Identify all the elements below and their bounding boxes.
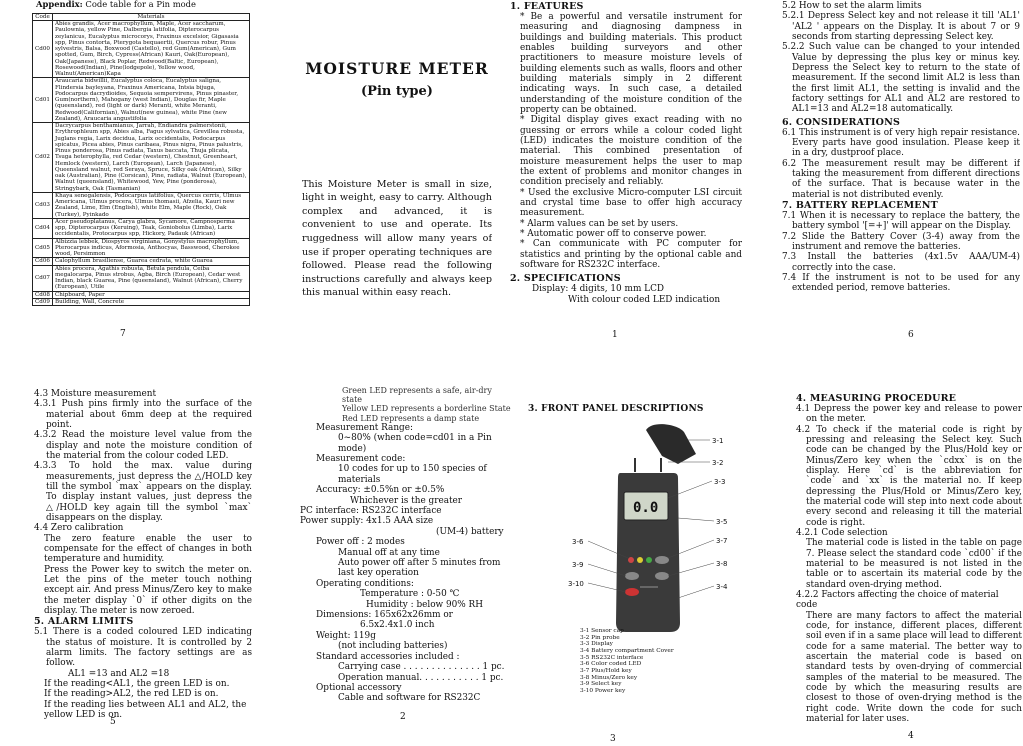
led-red [628, 557, 634, 563]
legend-item: 3-9 Select key [580, 681, 622, 688]
text-line: 4.2.2 Factors affecting the choice of material code [796, 589, 999, 611]
text-line: 6.5x2.4x1.0 inch [360, 620, 435, 631]
text-line: 4.3.3 To hold the max. value during measurements, just depress the △/HOLD key till the symbol `max` appears on the display. To display instant values, just depress the △/HOLD key again till the symbol `max` disappears on the display. [34, 461, 252, 523]
page-6-considerations [782, 1, 1020, 331]
page-number: 7 [120, 329, 126, 339]
legend-item: 3-1 Sensor cap [580, 628, 624, 634]
text-line: 6.2 The measurement result may be different if taking the measurement from different directions of the surface. That is because water in the material is not distributed evenly. [782, 158, 1020, 200]
text-line: The zero feature enable the user to compensate for the effect of changes in both temperature and humidity. [44, 533, 252, 565]
legend-item: 3-6 Color coded LED [580, 661, 642, 668]
table-row: Cd07 Abies procera, Agathis robusta, Betula pendula, Ceiba megalocarpa, Pinus strobus, Agba, Birch (European), Cedar west Indian, black Guarea, Pine (queensland), Walnut (African), Cherry (European), Utile [33, 265, 250, 291]
legend-item: 3-7 Plus/Hold key [580, 667, 632, 674]
minus-zero-key-shape [655, 572, 669, 580]
text-line: 4.1 Depress the power key and release to power on the meter. [796, 404, 1022, 425]
material-code-table [32, 13, 250, 306]
cover-title: MOISTURE METER [305, 60, 489, 78]
page-3-front-panel [528, 404, 758, 746]
text-line: PC interface: RS232C interface [300, 506, 442, 516]
text-line: Measurement code: [316, 453, 406, 464]
considerations-heading: 6. CONSIDERATIONS [782, 116, 901, 128]
callout-3-7: 3-7 [716, 537, 728, 545]
text-line: 4.2 To check if the material code is right by pressing and releasing the Select key. Such code can be changed by the Plus/Hold key or Minus/Zero key when the `cdxx` is on the display. Here `cd` is the abbreviation for `code` and `xx` is the material no. If keep depressing the Plus/Hold or Minus/Zero key, the material code will step into next code about every second and releasing it till the material code is right. [796, 424, 1022, 528]
text-line: Standard accessories included : [316, 651, 460, 662]
select-key-shape [625, 572, 639, 580]
table-row: Cd03 Khaya senegalensis, Podocarpus latifolius, Quercus cerris, Ulmus Americana, Ulmus procera, Ulmus thomasii, Afzelia, Kauri new Zealand, Lime, Elm (English), white Elm, Maple (Rock), Oak (Turkey), Pyinkado [33, 192, 250, 218]
legend-item: 3-8 Minus/Zero key [580, 674, 638, 681]
table-row: Cd01 Araucaria bidwillii, Eucalyptus coloca, Eucalyptus saligna, Flindersia bayleyana, Fraxinus Americana, Intsia bijuga, Podocarpus dacrydioides, Sequoia sempervirens, Pinus pinaster, Gum(northern), Mahogany (west Indian), Douglas fir, Maple (queensland), red (light or dark) Meranti, white Meranti, Redwood(Californian), Walnut(new guinea), white Pine (new Zealand), Araucaria angustifolia [33, 78, 250, 123]
page-1-features [510, 1, 742, 341]
text-line: Dimensions: 165x62x26mm or [316, 610, 453, 621]
text-line: Weight: 119g [316, 630, 376, 641]
text-line: Carrying case . . . . . . . . . . . . . . 1 pc. [338, 662, 505, 673]
text-line: If the reading>AL2, the red LED is on. [44, 689, 219, 700]
table-header-materials: Materials [53, 13, 250, 20]
table-row: Cd06 Calophyllum brasiliense, Guarea cedrata, white Guarea [33, 258, 250, 265]
callout-3-2: 3-2 [712, 459, 724, 467]
led-green [646, 557, 652, 563]
text-line: 6.1 This instrument is of very high repair resistance. Every parts have good insulation. Please keep it in a dry, dustproof place. [782, 127, 1020, 159]
callout-3-6: 3-6 [572, 538, 584, 546]
features-heading: 1. FEATURES [510, 1, 584, 12]
callout-3-5: 3-5 [716, 518, 728, 526]
feature-item: * Be a powerful and versatile instrument for measuring and diagnosing dampness in buildings and building materials. This product enables building surveyors and other practitioners to measure moisture levels of building elements such as walls, floors and other building materials simply in 2 different indicating ways. In such case, a detailed understanding of the moisture condition of the property can be obtained. [520, 12, 742, 115]
text-line: There are many factors to affect the material code, for instance, different places, different soil even if in a same place will lead to different code for a same material. The better way to ascertain the material code is based on standard tests by oven-drying of commercial samples of the material to be measured. The code by which the measuring results are closest to those of oven-drying method is the right code. Write down the code for such material for later uses. [806, 610, 1022, 723]
led-legend [300, 386, 512, 423]
callout-3-10: 3-10 [568, 580, 584, 588]
page-2-specifications [300, 386, 512, 726]
text-line: Operating conditions: [316, 578, 414, 589]
text-line: Yellow LED represents a borderline State [342, 404, 511, 414]
cover-intro: This Moisture Meter is small in size, light in weight, easy to carry. Although complex and advanced, it is convenient to use and operate. Its ruggedness will allow many years of use if proper operating techniques are followed. Please read the following instructions carefully and always keep this manual within easy reach. [302, 178, 492, 299]
text-line: 4.2.1 Code selection [796, 527, 888, 538]
text-line: Humidity : below 90% RH [366, 599, 483, 610]
feature-item: * Automatic power off to conserve power. [520, 228, 707, 239]
specifications-heading: 2. SPECIFICATIONS [510, 273, 621, 285]
text-line: 7.1 When it is necessary to replace the battery, the battery symbol '[=+]' will appear on the Display. [782, 210, 1020, 232]
appendix-title: Appendix: Code table for a Pin mode [36, 0, 196, 9]
page-5-moisture [34, 389, 252, 719]
table-header-code: Code [33, 13, 53, 20]
text-line: Red LED represents a damp state [342, 413, 480, 423]
table-row: Cd05 Albizzia lebbek, Diospyros virginiana, Gonystylus macrophyllum, Pterocarpus indicus, Aformosia, Anthocyas, Basswood, Cherokee wood, Persimmon [33, 238, 250, 258]
text-line: 10 codes for up to 150 species of materials [338, 464, 487, 485]
text-line: The material code is listed in the table on page 7. Please select the standard code `cd00` if the material to be measured is not listed in the table or to ascertain its material code by the standard oven-drying method. [806, 538, 1022, 590]
callout-3-4: 3-4 [716, 583, 728, 591]
page-number: 4 [908, 731, 914, 741]
alarm-limits-heading: 5. ALARM LIMITS [34, 616, 134, 628]
text-line: Measurement Range: [316, 422, 413, 433]
page-number: 2 [400, 712, 406, 722]
page-number: 1 [612, 330, 618, 340]
text-line: Cable and software for RS232C [338, 693, 481, 704]
text-line: Power supply: 4x1.5 AAA size [300, 516, 434, 527]
callout-3-3: 3-3 [714, 478, 726, 486]
page-4-procedure [796, 393, 1022, 723]
legend-item: 3-3 Display [580, 641, 613, 648]
text-line: Optional accessory [316, 682, 402, 693]
pin-probe-shape [634, 458, 636, 472]
text-line: Auto power off after 5 minutes from last key operation [338, 558, 501, 579]
legend-item: 3-10 Power key [580, 687, 626, 694]
power-key-shape [625, 588, 639, 596]
spec-display: Display: 4 digits, 10 mm LCD [532, 284, 664, 295]
text-line: 5.2 How to set the alarm limits [782, 1, 922, 11]
page-number: 5 [110, 717, 116, 727]
text-line: 7.2 Slide the Battery Cover (3-4) away from the instrument and remove the batteries. [782, 231, 1020, 252]
text-line: (UM-4) battery [436, 526, 504, 537]
text-line: 7.3 Install the batteries (4x1.5v AAA/UM-4) correctly into the case. [782, 252, 1020, 273]
page-number: 6 [908, 330, 914, 340]
text-line: 4.4 Zero calibration [34, 523, 124, 534]
table-row: Cd09 Building, Wall, Concrete [33, 298, 250, 305]
feature-item: * Used the exclusive Micro-computer LSI circuit and crystal time base to offer high accuracy measurement. [520, 187, 742, 219]
led-yellow [637, 557, 643, 563]
page-7-code-table [32, 0, 250, 345]
table-header-row [33, 13, 250, 20]
callout-3-9: 3-9 [572, 561, 584, 569]
text-line: Operation manual. . . . . . . . . . . 1 pc. [338, 672, 504, 683]
text-line: (not including batteries) [338, 641, 448, 652]
text-line: Power off : 2 modes [316, 537, 405, 548]
front-panel-legend [580, 628, 750, 695]
cover-subtitle: (Pin type) [361, 84, 433, 100]
callout-3-8: 3-8 [716, 560, 728, 568]
callout-3-1: 3-1 [712, 437, 724, 445]
text-line: Temperature : 0-50 ℃ [360, 589, 460, 600]
text-line: 4.3.2 Read the moisture level value from the display and note the moisture condition of the material from the colour coded LED. [34, 430, 252, 461]
battery-heading: 7. BATTERY REPLACEMENT [782, 199, 938, 211]
table-row: Cd00 Abies grandis, Acer macrophyllum, Maple, Acer saccharum, Paulownia, yellow Pine, Dalbergia latifolia, Dipterocarpus zeylanicus, Eucalyptus microcorys, Fraxinus excelsior, Gigasasia spp, Pinus contorta, Pterygota bequaertii, Quercus robur, Pinus sylvestris, Balsa, Boxwood (Castello), red Gum(American), Gum spotted, Gum, Birch, Cypress(African) Kauri, Oak(European), Oak(Japanese), Black Poplar, Redwood(Baltic, European), Rosewood(Indian), Pine(lodgepole), Yellow wood, Walnut(American)Kapa [33, 21, 250, 78]
display-value: 0.0 [633, 500, 659, 516]
text-line: 5.2.1 Depress Select key and not release it till 'AL1' 'AL2 ' appears on the Display. It is about 7 or 9 seconds from starting depressing Select key. [782, 11, 1020, 42]
text-line: If the reading<AL1, the green LED is on. [44, 678, 230, 689]
meter-illustration [528, 418, 758, 643]
plus-hold-key-shape [655, 556, 669, 564]
text-line: 4.3 Moisture measurement [34, 389, 157, 399]
measuring-procedure-heading: 4. MEASURING PROCEDURE [796, 393, 957, 404]
text-line: 4.3.1 Push pins firmly into the surface of the material about 6mm deep at the required point. [34, 399, 252, 430]
legend-item: 3-2 Pin probe [580, 634, 620, 641]
text-line: Whichever is the greater [350, 495, 463, 506]
text-line: If the reading lies between AL1 and AL2, the yellow LED is on. [44, 699, 247, 719]
sensor-cap-shape [646, 424, 696, 464]
spec-display-led: With colour coded LED indication [568, 294, 721, 305]
feature-item: * Alarm values can be set by users. [520, 218, 679, 229]
feature-item: * Can communicate with PC computer for statistics and printing by the optional cable and software for RS232C interface. [520, 239, 742, 270]
table-row: Cd04 Acer pseudoplatanus, Carya glabra, Sycamore, Campnosperma spp, Dipterocarpus (Keruing), Teak, Goniobolus (Limba), Larix occidentalis, Protocarpus spp, Hickory, Padauk (African) [33, 218, 250, 238]
text-line: AL1 =13 and AL2 =18 [68, 668, 170, 679]
feature-item: * Digital display gives exact reading with no guessing or errors while a colour coded light (LED) indicates the moisture condition of the material. This combined presentation of moisture measurement helps the user to map the extent of problems and monitor changes in condition precisely and reliably. [520, 115, 742, 188]
text-line: 5.1 There is a coded coloured LED indicating the status of moisture. It is controlled by 2 alarm limits. The factory settings are as follow. [34, 627, 252, 669]
front-panel-heading: 3. FRONT PANEL DESCRIPTIONS [528, 404, 704, 414]
text-line: 5.2.2 Such value can be changed to your intended Value by depressing the plus key or minus key. Depress the Select key to return to the state of measurement. If the second limit AL2 is less than the first limit AL1, the setting is invalid and the factory settings for AL1 and AL2 are restored to AL1=13 and AL2=18 automatically. [782, 42, 1020, 115]
text-line: Green LED represents a safe, air-dry state [342, 386, 492, 405]
cover-page [302, 60, 492, 310]
text-line: Accuracy: ±0.5%n or ±0.5% [316, 485, 445, 496]
legend-item: 3-5 RS232C interface [580, 654, 644, 661]
text-line: 0~80% (when code=cd01 in a Pin mode) [338, 433, 492, 454]
page-number: 3 [610, 734, 616, 744]
legend-item: 3-4 Battery compartment Cover [580, 647, 674, 654]
text-line: Press the Power key to switch the meter on. Let the pins of the meter touch nothing except air. And press Minus/Zero key to make the meter display `0` if other digits on the display. The meter is now zeroed. [44, 564, 252, 616]
text-line: 7.4 If the instrument is not to be used for any extended period, remove batteries. [782, 272, 1020, 294]
table-row: Cd08 Chipboard, Paper [33, 291, 250, 298]
text-line: Manual off at any time [338, 547, 440, 558]
table-row: Cd02 Dacrycarpus benthamianus, Jarrah, Endiandra palmerstonii, Erythrophleum spp, Abies alba, Fagus sylvatica, Grevillea robusta, Juglans regia, Larix decidua, Larix occidentalis, Podocarpus spicatus, Picea abies, Pinus caribaea, Pinus nigra, Pinus palustris, Pinus ponderosa, Pinus radiata, Taxus baccata, Thuja plicata, Tsuga heterophylla, red Cedar (western), Chestnut, Greenheart, Hemlock (western), Larch (European), Larch (Japanese), Queensland walnut, red Seraya, Spruce, Silky oak (African), Silky oak (Australian), Pine (Corsican), Pine, radiata, Walnut (European), Walnut (queensland), Whitewood, Yew, Pine (ponderosa), Stringybark, Oak (Tasmanian) [33, 123, 250, 193]
